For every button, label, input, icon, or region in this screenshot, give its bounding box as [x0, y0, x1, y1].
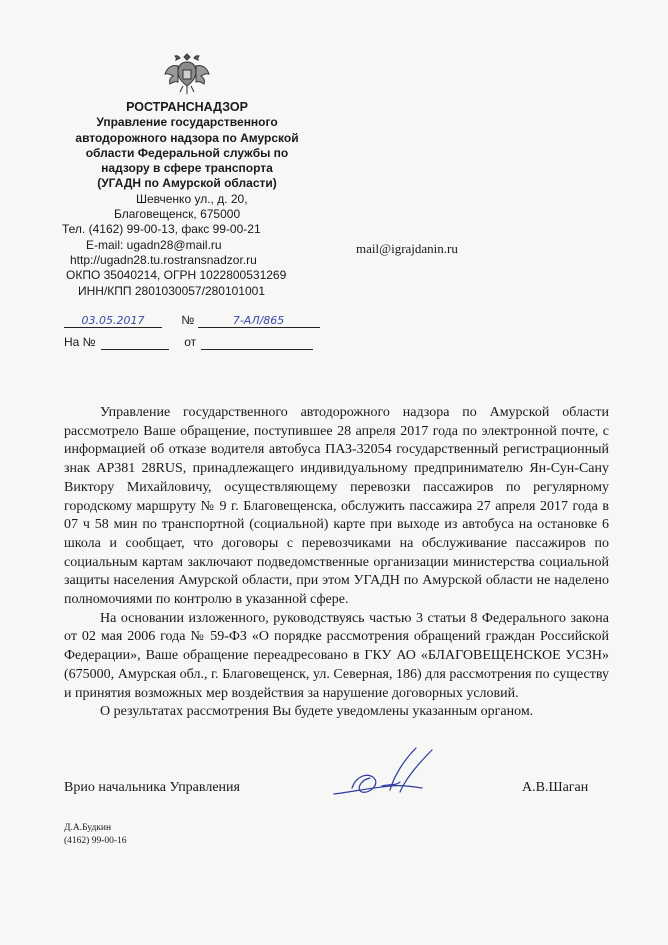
phone-fax: Тел. (4162) 99-00-13, факс 99-00-21	[62, 222, 261, 237]
body-paragraph: О результатах рассмотрения Вы будете уведомлены указанным органом.	[100, 704, 534, 720]
executor-name: Д.А.Будкин	[64, 823, 112, 833]
address-city: Благовещенск, 675000	[114, 207, 241, 222]
from-label: от	[184, 335, 197, 349]
org-line: Управление государственного	[96, 115, 278, 130]
agency-name: РОСТРАНСНАДЗОР	[126, 100, 248, 114]
in-reply-label: На №	[64, 335, 96, 349]
website: http://ugadn28.tu.rostransnadzor.ru	[70, 252, 257, 267]
body-paragraph: На основании изложенного, руководствуясь частью 3 статьи 8 Федерального закона от 02 мая 2006 года № 59-ФЗ «О порядке рассмотрения обращений граждан Российской Федерации», Ваше обращение переадресовано в ГКУ АО «БЛАГОВЕЩЕНСКОЕ УСЗН» (675000, Амурская обл., г. Благовещенск, ул. Северная, 186) для рассмотрения по существу и принятия возможных мер воздействия за нарушение договорных условий.	[64, 610, 609, 701]
org-line: (УГАДН по Амурской области)	[97, 176, 277, 191]
signatory-name: А.В.Шаган	[522, 780, 589, 795]
outgoing-registration	[64, 313, 320, 328]
email: E-mail: ugadn28@mail.ru	[86, 237, 222, 252]
double-headed-eagle-emblem-icon	[162, 48, 212, 98]
executor-info	[64, 822, 127, 848]
okpo-ogrn: ОКПО 35040214, ОГРН 1022800531269	[66, 268, 287, 283]
org-line: автодорожного надзора по Амурской	[75, 130, 299, 145]
registration-date: 03.05.2017	[64, 314, 162, 328]
inn-kpp: ИНН/КПП 2801030057/280101001	[78, 283, 266, 298]
executor-phone: (4162) 99-00-16	[64, 836, 127, 846]
number-label: №	[181, 313, 195, 327]
in-reply-registration	[64, 335, 313, 350]
registration-number: 7-АЛ/865	[198, 314, 320, 328]
signatory-position: Врио начальника Управления	[64, 780, 240, 795]
address-street: Шевченко ул., д. 20,	[136, 191, 248, 206]
letterhead	[52, 100, 322, 299]
org-line: надзору в сфере транспорта	[101, 161, 273, 176]
letter-body	[64, 404, 609, 722]
handwritten-signature-icon	[330, 742, 440, 812]
body-paragraph: Управление государственного автодорожного надзора по Амурской области рассмотрело Ваше обращение, поступившее 28 апреля 2017 года по электронной почте, с информацией об отказе водителя автобуса ПАЗ-32054 государственный регистрационный знак АР381 28RUS, принадлежащего индивидуальному предпринимателю Ян-Сун-Сану Виктору Михайловичу, осуществляющему перевозки пассажиров по регулярному городскому маршруту № 9 г. Благовещенска, обслужить пассажира 27 апреля 2017 года в 07 ч 58 мин по транспортной (социальной) карте при выходе из автобуса на остановке 6 школа и сообщает, что договоры с перевозчиками на обслуживание пассажиров по социальным картам заключают подведомственные организации министерства социальной защиты населения Амурской области, при этом УГАДН по Амурской области не наделено полномочиями по контролю в указанной сфере.	[64, 405, 609, 608]
org-line: области Федеральной службы по	[85, 145, 289, 160]
recipient-email: mail@igrajdanin.ru	[356, 241, 458, 256]
